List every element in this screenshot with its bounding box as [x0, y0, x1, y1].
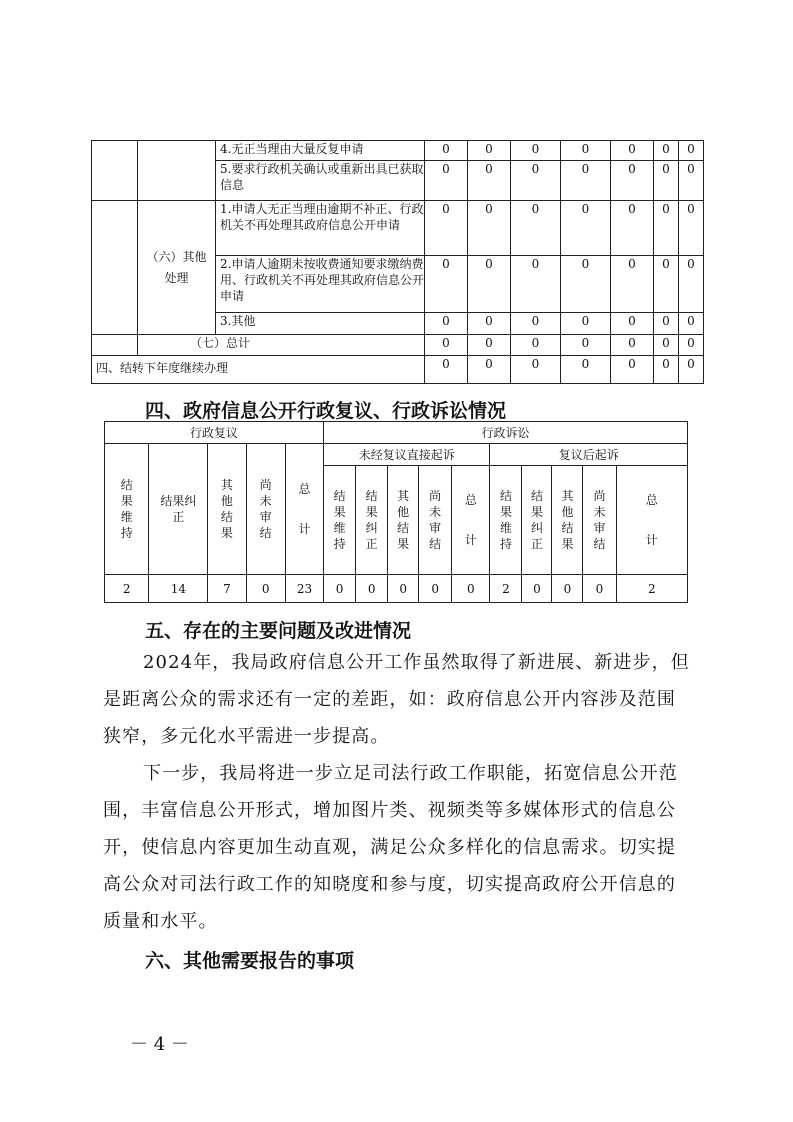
direct-col-header	[452, 466, 490, 575]
cell-value: 0	[679, 256, 704, 313]
col-header-text: 结果纠正	[160, 494, 197, 524]
cell-value: 0	[511, 161, 561, 201]
blank-cell	[92, 141, 138, 201]
direct-litigation-header: 未经复议直接起诉	[324, 444, 490, 466]
cell-value: 0	[561, 356, 611, 384]
review-col-header	[149, 444, 208, 575]
cell-value: 0	[654, 161, 679, 201]
cell-value: 0	[611, 313, 654, 335]
cell-value: 0	[552, 575, 583, 603]
cell-value: 0	[511, 256, 561, 313]
cell-value: 0	[324, 575, 356, 603]
blank-cell	[138, 141, 216, 201]
col-header-text: 其他结果	[220, 478, 233, 540]
cell-value: 0	[425, 335, 468, 356]
review-col-header	[246, 444, 285, 575]
cell-value: 0	[679, 201, 704, 256]
cell-value: 0	[679, 313, 704, 335]
cell-value: 0	[679, 161, 704, 201]
cell-value: 0	[611, 256, 654, 313]
cell-value: 0	[511, 141, 561, 161]
direct-col-header	[419, 466, 452, 575]
cell-value: 0	[511, 356, 561, 384]
cell-value: 0	[522, 575, 552, 603]
cell-value: 7	[208, 575, 246, 603]
row-label: 5.要求行政机关确认或重新出具已获取信息	[216, 161, 425, 201]
col-header-text: 结果纠正	[530, 489, 543, 551]
col-header-text: 总计	[298, 482, 311, 536]
cell-value: 0	[425, 256, 468, 313]
cell-value: 0	[425, 313, 468, 335]
cell-value: 0	[468, 313, 511, 335]
after-col-header	[490, 466, 522, 575]
cell-value: 0	[583, 575, 616, 603]
section-5-heading: 五、存在的主要问题及改进情况	[145, 620, 412, 642]
cell-value: 0	[468, 141, 511, 161]
cell-value: 2	[105, 575, 149, 603]
after-col-header	[522, 466, 552, 575]
direct-col-header	[356, 466, 388, 575]
row-label: 3.其他	[216, 313, 425, 335]
cell-value: 0	[679, 141, 704, 161]
cell-value: 0	[425, 161, 468, 201]
col-header-text: 结果纠正	[365, 489, 378, 551]
cell-value: 23	[285, 575, 323, 603]
body-paragraph-2: 下一步，我局将进一步立足司法行政工作职能，拓宽信息公开范围，丰富信息公开形式，增加图片类、视频类等多媒体形式的信息公开，使信息内容更加生动直观，满足公众多样化的信息需求。切实提高公众对司法行政工作的知晓度和参与度，切实提高政府公开信息的质量和水平。	[103, 763, 678, 932]
cell-value: 2	[616, 575, 687, 603]
col-header-text: 结果维持	[499, 489, 512, 551]
cell-value: 0	[246, 575, 285, 603]
cell-value: 0	[419, 575, 452, 603]
after-review-header: 复议后起诉	[490, 444, 688, 466]
section-4-heading: 四、政府信息公开行政复议、行政诉讼情况	[145, 400, 507, 422]
cell-value: 0	[468, 161, 511, 201]
cell-value: 0	[452, 575, 490, 603]
review-header: 行政复议	[105, 422, 324, 444]
review-col-header	[208, 444, 246, 575]
row-label: 1.申请人无正当理由逾期不补正、行政机关不再处理其政府信息公开申请	[216, 201, 425, 256]
after-col-header	[616, 466, 687, 575]
cell-value: 0	[511, 313, 561, 335]
cell-value: 0	[611, 335, 654, 356]
cell-value: 0	[561, 161, 611, 201]
cell-value: 0	[388, 575, 419, 603]
col-header-text: 结果维持	[120, 478, 133, 540]
review-litigation-table	[104, 421, 688, 603]
cell-value: 0	[611, 201, 654, 256]
cell-value: 0	[654, 201, 679, 256]
cell-value: 0	[654, 141, 679, 161]
cell-value: 0	[561, 256, 611, 313]
cell-value: 0	[561, 335, 611, 356]
col-header-text: 总计	[464, 493, 477, 547]
col-header-text: 其他结果	[561, 489, 574, 551]
col-header-text: 其他结果	[397, 489, 410, 551]
cell-value: 0	[611, 356, 654, 384]
col-header-text: 尚未审结	[259, 478, 272, 540]
cell-value: 0	[654, 356, 679, 384]
section-6-heading: 六、其他需要报告的事项	[145, 950, 355, 972]
direct-col-header	[388, 466, 419, 575]
col-header-text: 结果维持	[333, 489, 346, 551]
cell-value: 0	[561, 201, 611, 256]
direct-col-header	[324, 466, 356, 575]
after-col-header	[552, 466, 583, 575]
col-header-text: 总计	[645, 493, 658, 547]
cell-value: 0	[468, 256, 511, 313]
after-col-header	[583, 466, 616, 575]
cell-value: 0	[511, 201, 561, 256]
disclosure-outcome-table	[91, 140, 704, 384]
col-header-text: 尚未审结	[429, 489, 442, 551]
cell-value: 0	[654, 256, 679, 313]
review-col-header	[105, 444, 149, 575]
col-header-text: 尚未审结	[593, 489, 606, 551]
total-label: （七）总计	[138, 335, 425, 356]
cell-value: 0	[356, 575, 388, 603]
row-label: 2.申请人逾期未按收费通知要求缴纳费用、行政机关不再处理其政府信息公开申请	[216, 256, 425, 313]
cell-value: 0	[654, 313, 679, 335]
cell-value: 0	[468, 201, 511, 256]
cell-value: 0	[468, 335, 511, 356]
cell-value: 2	[490, 575, 522, 603]
review-col-header	[285, 444, 323, 575]
group-label-other-handling	[138, 201, 216, 335]
cell-value: 0	[425, 201, 468, 256]
litigation-header: 行政诉讼	[324, 422, 688, 444]
cell-value: 0	[561, 313, 611, 335]
cell-value: 0	[611, 161, 654, 201]
blank-cell	[92, 335, 138, 356]
cell-value: 0	[511, 335, 561, 356]
body-paragraph-1: 2024年，我局政府信息公开工作虽然取得了新进展、新进步，但是距离公众的需求还有一定的差距，如：政府信息公开内容涉及范围狭窄，多元化水平需进一步提高。	[103, 652, 690, 747]
cell-value: 0	[561, 141, 611, 161]
cell-value: 0	[611, 141, 654, 161]
cell-value: 0	[425, 356, 468, 384]
cell-value: 0	[468, 356, 511, 384]
cell-value: 0	[654, 335, 679, 356]
row-label: 4.无正当理由大量反复申请	[216, 141, 425, 161]
page-number: － 4 －	[130, 1034, 189, 1055]
carry-over-label: 四、结转下年度继续办理	[92, 356, 425, 384]
cell-value: 0	[679, 356, 704, 384]
cell-value: 0	[679, 335, 704, 356]
cell-value: 0	[425, 141, 468, 161]
group-label-text: （六）其他处理	[146, 249, 207, 285]
cell-value: 14	[149, 575, 208, 603]
blank-cell	[92, 201, 138, 335]
